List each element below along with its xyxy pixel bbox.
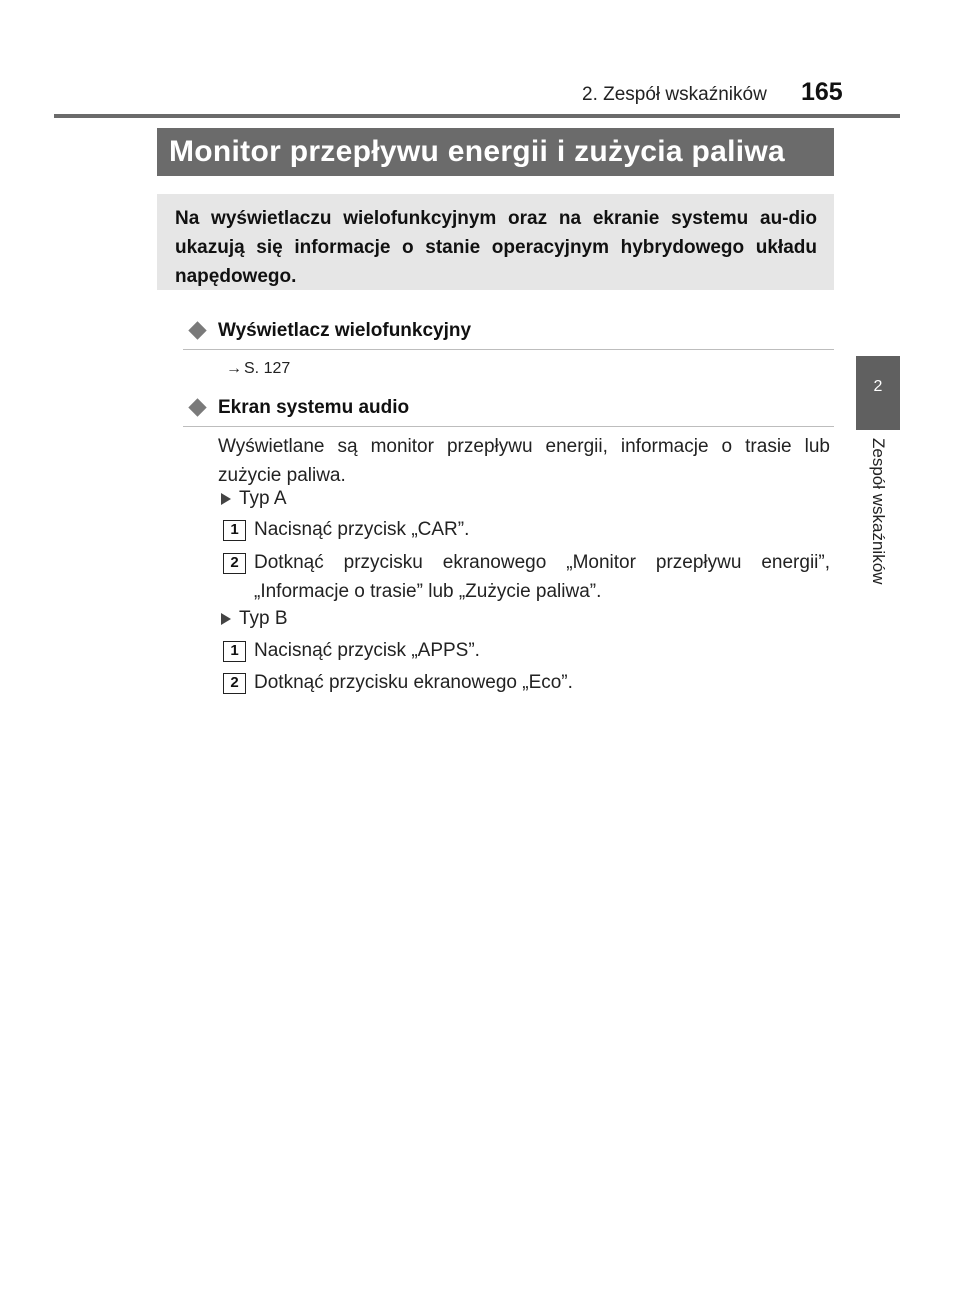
step-number-badge: 2: [223, 553, 246, 574]
arrow-right-icon: →: [226, 360, 242, 377]
page-title: Monitor przepływu energii i zużycia paliwa: [169, 135, 786, 168]
page-number: 165: [801, 78, 843, 106]
section-divider: [183, 349, 834, 350]
step-number-badge: 2: [223, 673, 246, 694]
section-heading-multi-display: Wyświetlacz wielofunkcyjny: [218, 320, 472, 341]
section-heading-audio-screen: Ekran systemu audio: [218, 397, 410, 418]
section-divider: [183, 426, 834, 427]
page-title-banner: [157, 128, 834, 176]
page-reference-text: S. 127: [244, 360, 291, 377]
step-number-badge: 1: [223, 641, 246, 662]
chapter-tab-label: Zespół wskaźników: [869, 438, 888, 585]
step-text: Nacisnąć przycisk „APPS”.: [254, 640, 480, 661]
header-divider: [54, 114, 900, 118]
page-reference[interactable]: [226, 360, 290, 378]
type-b-label: Typ B: [239, 608, 288, 629]
intro-box: [157, 194, 834, 290]
chapter-tab-number: 2: [873, 378, 883, 395]
chapter-tab-label-wrap: [864, 438, 890, 608]
section-body: Wyświetlane są monitor przepływu energii, informacje o trasie lub zużycie paliwa.: [218, 436, 830, 486]
header-section-title: 2. Zespół wskaźników: [582, 84, 767, 105]
step-text: Nacisnąć przycisk „CAR”.: [254, 519, 470, 540]
chapter-tab: [856, 356, 900, 430]
diamond-bullet-icon: [188, 398, 206, 416]
diamond-bullet-icon: [188, 321, 206, 339]
step-text: Dotknąć przycisku ekranowego „Eco”.: [254, 672, 573, 693]
type-a-label: Typ A: [239, 488, 287, 509]
step-number-badge: 1: [223, 520, 246, 541]
triangle-bullet-icon: [221, 613, 231, 625]
step-text: Dotknąć przycisku ekranowego „Monitor przepływu energii”, „Informacje o trasie” lub „Zużycie paliwa”.: [254, 552, 830, 602]
intro-text: Na wyświetlaczu wielofunkcyjnym oraz na ekranie systemu au-dio ukazują się informacje o stanie operacyjnym hybrydowego układu napędowego.: [175, 208, 817, 287]
triangle-bullet-icon: [221, 493, 231, 505]
